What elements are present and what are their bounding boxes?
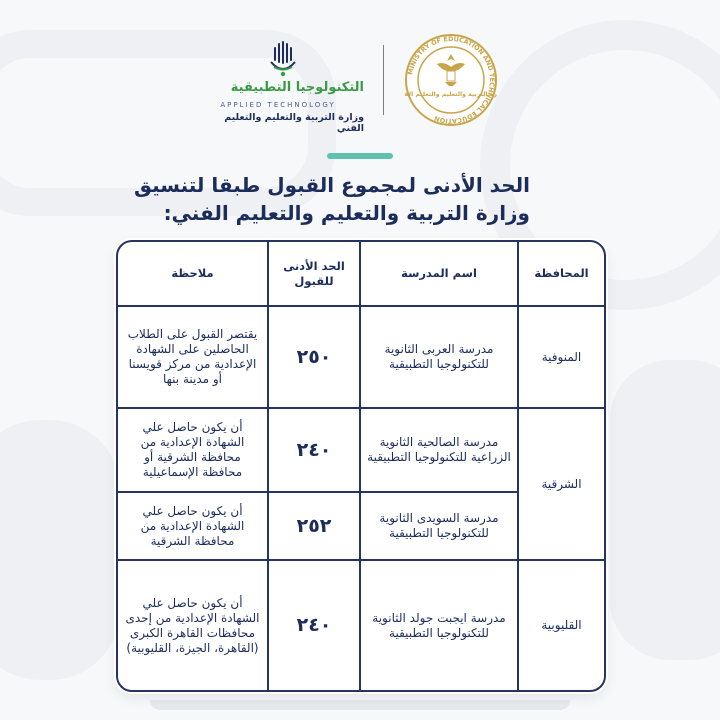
governorate-cell: القليوبية: [518, 560, 604, 690]
header: [0, 0, 720, 140]
governorate-cell: المنوفية: [518, 306, 604, 408]
accent-bar: [327, 153, 393, 159]
table-row: [118, 306, 604, 408]
note-cell: أن يكون حاصل علي الشهادة الإعدادية من إحدى محافظات القاهرة الكبرى (القاهرة، الجيزة، القليوبية): [118, 560, 268, 690]
school-cell: مدرسة الصالحية الثانوية الزراعية للتكنولوجيا التطبيقية: [360, 408, 518, 492]
header-school: اسم المدرسة: [360, 242, 518, 306]
header-min-score: الحد الأدنى للقبول: [268, 242, 360, 306]
admission-table-card: [116, 240, 606, 692]
table-header-row: [118, 242, 604, 306]
ministry-name: وزارة التربية والتعليم والتعليم الفني: [224, 112, 364, 134]
min-score-cell: ٢٤٠: [268, 560, 360, 690]
governorate-cell: الشرقية: [518, 408, 604, 560]
ministry-seal-icon: [405, 34, 497, 126]
applied-technology-logo-icon: [266, 40, 300, 78]
background-decoration: [0, 420, 120, 680]
min-score-cell: ٢٤٠: [268, 408, 360, 492]
page-title: [134, 171, 530, 227]
header-note: ملاحظة: [118, 242, 268, 306]
admission-table: [118, 242, 604, 690]
note-cell: أن يكون حاصل علي الشهادة الإعدادية من محافظة الشرقية أو محافظة الإسماعيلية: [118, 408, 268, 492]
seal-text: MINISTRY OF EDUCATION AND TECHNICAL EDUCATION: [406, 34, 497, 126]
note-cell: يقتصر القبول على الطلاب الحاصلين على الشهادة الإعدادية من مركز قويسنا أو مدينة بنها: [118, 306, 268, 408]
applied-technology-logo: [196, 40, 364, 134]
header-governorate: المحافظة: [518, 242, 604, 306]
table-row: [118, 560, 604, 690]
title-line-2: وزارة التربية والتعليم والتعليم الفني:: [163, 201, 530, 225]
school-cell: مدرسة السويدى الثانوية للتكنولوجيا التطبيقية: [360, 492, 518, 560]
title-line-1: الحد الأدنى لمجموع القبول طبقا لتنسيق: [134, 173, 530, 197]
school-cell: مدرسة العربى الثانوية للتكنولوجيا التطبيقية: [360, 306, 518, 408]
header-divider: [383, 45, 384, 115]
table-row: [118, 408, 604, 492]
applied-technology-arabic: التكنولوجيا التطبيقية: [230, 80, 364, 95]
school-cell: مدرسة ايجبت جولد الثانوية للتكنولوجيا التطبيقية: [360, 560, 518, 690]
min-score-cell: ٢٥٢: [268, 492, 360, 560]
background-decoration: [610, 360, 720, 660]
note-cell: أن يكون حاصل علي الشهادة الإعدادية من محافظة الشرقية: [118, 492, 268, 560]
card-shadow-strip: [150, 700, 570, 710]
min-score-cell: ٢٥٠: [268, 306, 360, 408]
applied-technology-english: APPLIED TECHNOLOGY: [220, 101, 336, 109]
seal-arabic-text: رة التربية والتعليم والتعليم الف: [405, 91, 497, 98]
